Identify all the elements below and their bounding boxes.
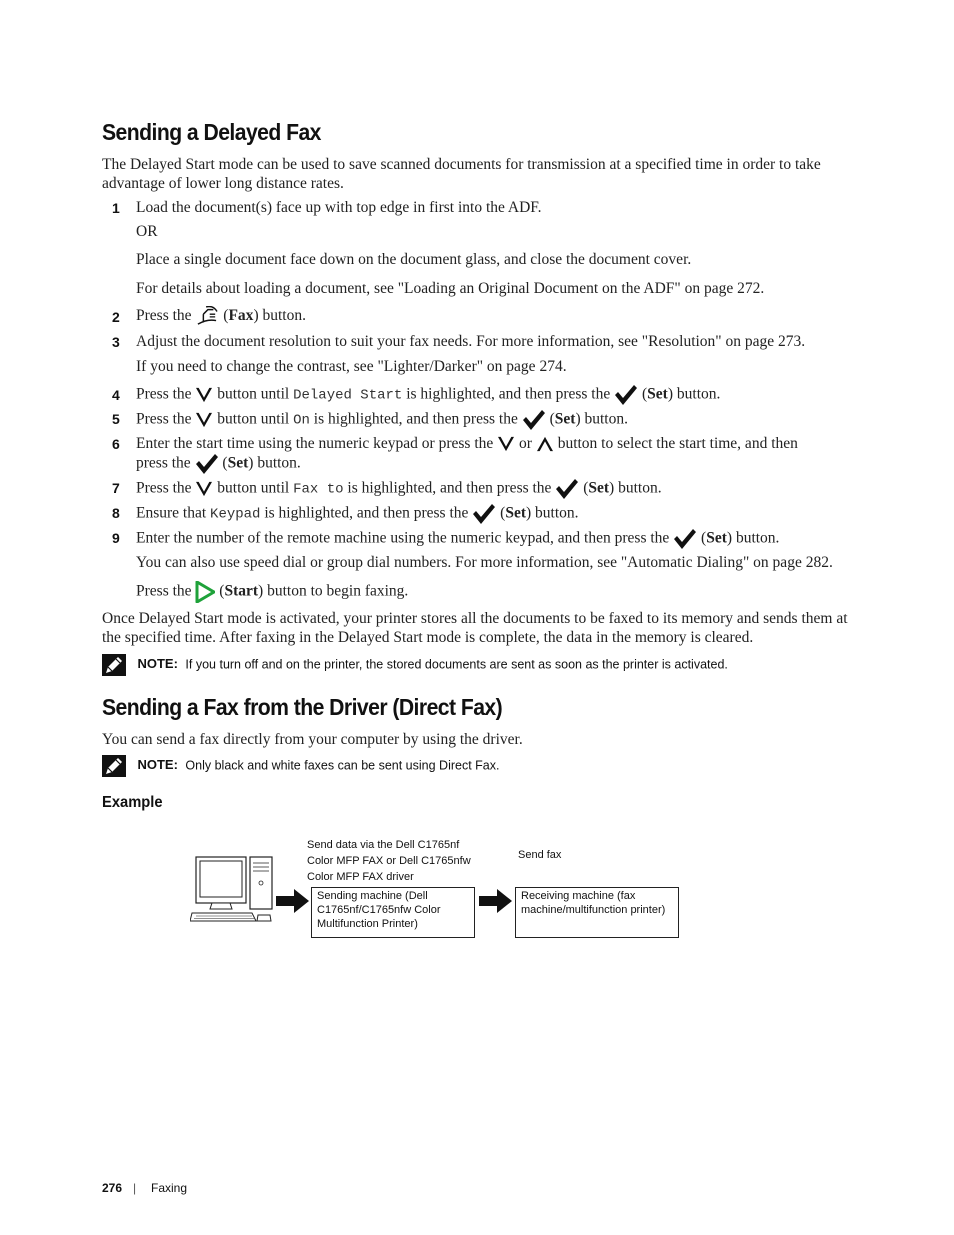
- step-9: Enter the number of the remote machine using the numeric keypad, and then press the (Set) button.: [136, 528, 856, 550]
- step-text: button.: [735, 529, 780, 547]
- step-text: Press the: [136, 479, 192, 497]
- step-number: 7: [112, 480, 120, 496]
- key-label-start: Start: [224, 582, 259, 600]
- step-text: is highlighted, and then press the: [313, 410, 518, 428]
- step-number: 1: [112, 200, 120, 216]
- step-3-text: Adjust the document resolution to suit your fax needs. For more information, see "Resolution" on page 273.: [136, 333, 806, 350]
- step-text: button until: [217, 410, 290, 428]
- step-text: Press the: [136, 410, 192, 428]
- menu-item-code: On: [293, 412, 310, 429]
- step-number: 4: [112, 387, 120, 403]
- set-check-icon: [195, 453, 219, 475]
- step-number: 5: [112, 411, 120, 427]
- step-text: button.: [535, 504, 579, 522]
- step-text: or: [519, 435, 532, 452]
- step-1-alt: Place a single document face down on the document glass, and close the document cover.: [136, 251, 692, 268]
- note-text: If you turn off and on the printer, the stored documents are sent as soon as the printer is activated.: [185, 657, 728, 672]
- step-text: is highlighted, and then press the: [264, 504, 469, 522]
- start-icon: [195, 581, 215, 603]
- computer-icon: [190, 855, 276, 925]
- step-number: 6: [112, 436, 120, 452]
- step-1-text: Load the document(s) face up with top edge in first into the ADF.: [136, 199, 542, 216]
- key-label-set: Set: [588, 479, 610, 497]
- step-text: button.: [676, 385, 721, 403]
- step-text: button.: [257, 454, 301, 472]
- key-label-set: Set: [227, 454, 249, 472]
- step-2: Press the (Fax) button.: [136, 306, 856, 326]
- sending-machine-box: Sending machine (Dell C1765nf/C1765nfw Color Multifunction Printer): [311, 887, 475, 938]
- step-text: Ensure that: [136, 504, 207, 522]
- key-label-set: Set: [505, 504, 526, 522]
- menu-item-code: Keypad: [210, 506, 261, 523]
- step-7: Press the button until Fax to is highlighted, and then press the (Set) button.: [136, 478, 856, 500]
- section-heading-direct-fax: Sending a Fax from the Driver (Direct Fax): [102, 694, 503, 720]
- note-1: [102, 654, 728, 676]
- step-text: press the: [136, 454, 191, 472]
- footer-separator: |: [133, 1181, 137, 1195]
- intro-paragraph: The Delayed Start mode can be used to save scanned documents for transmission at a specified time in order to take advantage of lower long distance rates.: [102, 156, 821, 192]
- page-number: 276: [102, 1181, 123, 1195]
- step-text: button until: [217, 385, 290, 403]
- step-text: button to select the start time, and then: [557, 435, 798, 452]
- step-1-details: For details about loading a document, see "Loading an Original Document on the ADF" on page 272.: [136, 280, 765, 297]
- step-text: button.: [262, 307, 306, 324]
- up-arrow-icon: [536, 436, 554, 452]
- menu-item-code: Fax to: [293, 481, 344, 498]
- step-8: Ensure that Keypad is highlighted, and then press the (Set) button.: [136, 503, 856, 525]
- step-6-line1: [136, 434, 856, 454]
- step-9-start: Press the (Start) button to begin faxing.: [136, 581, 856, 603]
- step-4: Press the button until Delayed Start is highlighted, and then press the (Set) button.: [136, 384, 856, 406]
- key-label-set: Set: [706, 529, 727, 547]
- step-1-or: OR: [136, 223, 158, 240]
- note-text: Only black and white faxes can be sent using Direct Fax.: [185, 758, 500, 773]
- step-number: 9: [112, 530, 120, 546]
- step-text: Enter the number of the remote machine using the numeric keypad, and then press the: [136, 529, 670, 547]
- step-text: Enter the start time using the numeric keypad or press the: [136, 435, 494, 452]
- note-pencil-icon: [102, 755, 126, 777]
- step-number: 2: [112, 309, 120, 325]
- set-check-icon: [673, 528, 697, 550]
- example-heading: Example: [102, 794, 163, 811]
- step-9-speed-dial: You can also use speed dial or group dial numbers. For more information, see "Automatic Dialing" on page 282.: [136, 554, 833, 571]
- step-5: Press the button until On is highlighted, and then press the (Set) button.: [136, 409, 856, 431]
- receiving-machine-box: Receiving machine (fax machine/multifunction printer): [515, 887, 679, 938]
- step-6-line2: press the (Set) button.: [136, 453, 856, 475]
- key-label-fax: Fax: [228, 307, 254, 324]
- fax-icon: [195, 306, 219, 326]
- right-arrow-icon: [479, 887, 513, 915]
- step-number: 8: [112, 505, 120, 521]
- send-fax-label: Send fax: [518, 849, 562, 861]
- step-text: is highlighted, and then press the: [406, 385, 611, 403]
- note-label: NOTE:: [137, 656, 178, 672]
- note-label: NOTE:: [137, 757, 178, 773]
- down-arrow-icon: [195, 481, 213, 497]
- footer-chapter: Faxing: [151, 1181, 188, 1195]
- send-data-label: Send data via the Dell C1765nf Color MFP FAX or Dell C1765nfw Color MFP FAX driver: [307, 839, 471, 883]
- step-text: Press the: [136, 307, 192, 324]
- set-check-icon: [472, 503, 496, 525]
- right-arrow-icon: [276, 887, 310, 915]
- step-text: Press the: [136, 385, 192, 403]
- menu-item-code: Delayed Start: [293, 387, 403, 404]
- section-heading-delayed-fax: Sending a Delayed Fax: [102, 119, 321, 145]
- down-arrow-icon: [497, 436, 515, 452]
- step-text: button to begin faxing.: [267, 582, 409, 600]
- note-2: [102, 755, 499, 777]
- direct-fax-intro: You can send a fax directly from your computer by using the driver.: [102, 731, 523, 748]
- outro-paragraph: Once Delayed Start mode is activated, your printer stores all the documents to be faxed to its memory and sends them at the specified time. After faxing in the Delayed Start mode is complete, the data in the memory is cleared.: [102, 610, 848, 646]
- step-text: Press the: [136, 582, 192, 600]
- set-check-icon: [555, 478, 579, 500]
- step-text: is highlighted, and then press the: [347, 479, 552, 497]
- key-label-set: Set: [554, 410, 576, 428]
- key-label-set: Set: [647, 385, 668, 403]
- step-text: button until: [217, 479, 290, 497]
- down-arrow-icon: [195, 387, 213, 403]
- set-check-icon: [614, 384, 638, 406]
- set-check-icon: [522, 409, 546, 431]
- step-text: button.: [618, 479, 662, 497]
- step-number: 3: [112, 334, 120, 350]
- down-arrow-icon: [195, 412, 213, 428]
- step-3-contrast: If you need to change the contrast, see "Lighter/Darker" on page 274.: [136, 358, 567, 375]
- note-pencil-icon: [102, 654, 126, 676]
- step-text: button.: [584, 410, 628, 428]
